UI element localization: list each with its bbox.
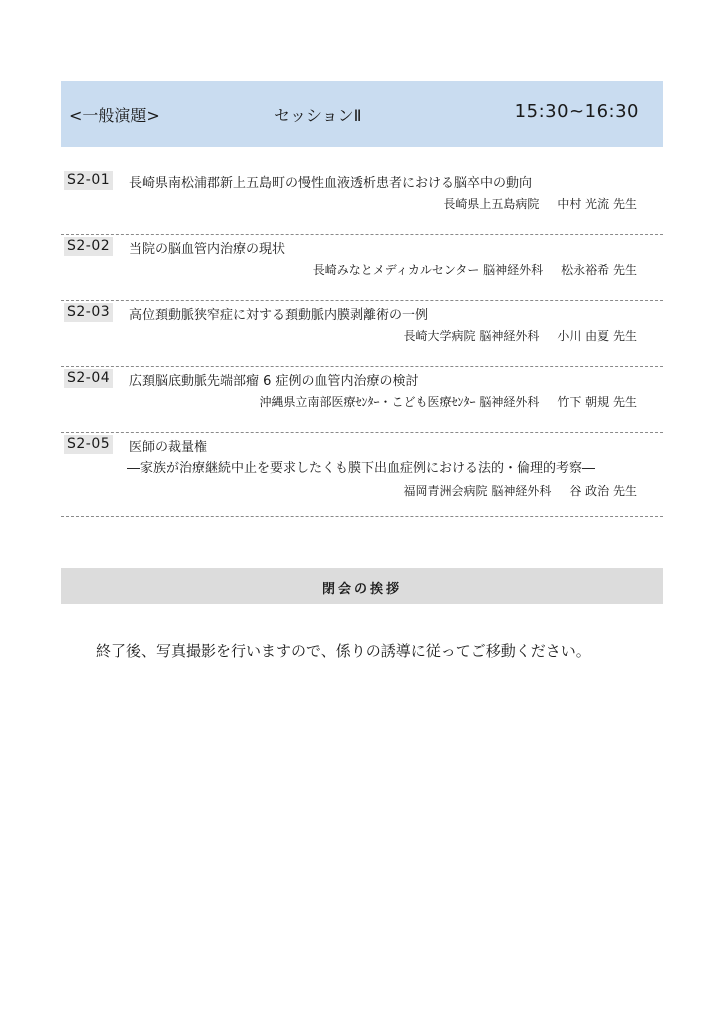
talk-title: 当院の脳血管内治療の現状 [129,242,286,257]
talk-presenter: 竹下 朝規 先生 [557,395,637,409]
talk-title: 広頚脳底動脈先端部瘤 6 症例の血管内治療の検討 [129,374,419,389]
closing-header [61,568,663,604]
talk-title: 長崎県南松浦郡新上五島町の慢性血液透析患者における脳卒中の動向 [129,176,533,191]
closing-title: 閉会の挨拶 [321,582,402,597]
session-title: セッションⅡ [274,106,362,125]
talk-item [61,303,663,367]
talk-code: S2-02 [64,237,113,256]
talk-item [61,237,663,301]
talk-code: S2-04 [64,369,113,388]
session-header [61,81,663,147]
talk-affiliation: 長崎大学病院 脳神経外科 [403,329,540,343]
talk-title: 高位頚動脈狭窄症に対する頚動脈内膜剥離術の一例 [129,308,429,323]
talk-item [61,369,663,433]
talk-affiliation-line [404,327,637,344]
talk-presenter: 小川 由夏 先生 [557,329,637,343]
talk-item [61,171,663,235]
talk-affiliation: 福岡青洲会病院 脳神経外科 [403,484,552,498]
talk-presenter: 谷 政治 先生 [569,484,637,498]
talk-presenter: 中村 光流 先生 [557,197,637,211]
talk-subtitle: ―家族が治療継続中止を要求したくも膜下出血症例における法的・倫理的考察― [127,461,596,476]
talk-title: 医師の裁量権 [129,440,208,455]
talk-affiliation-line [443,195,637,212]
talk-code: S2-03 [64,303,113,322]
session-time: 15:30~16:30 [514,101,639,122]
talk-affiliation: 長崎県上五島病院 [443,197,540,211]
talk-presenter: 松永裕希 先生 [561,263,637,277]
talk-affiliation-line [260,393,637,410]
talk-affiliation-line [404,482,637,499]
talk-affiliation-line [313,261,637,278]
closing-notice: 終了後、写真撮影を行いますので、係りの誘導に従ってご移動ください。 [96,642,591,660]
talk-item [61,435,663,517]
category-label: <一般演題> [69,106,160,125]
talk-affiliation: 沖縄県立南部医療ｾﾝﾀｰ・こども医療ｾﾝﾀｰ 脳神経外科 [259,395,540,409]
talk-code: S2-01 [64,171,113,190]
talk-code: S2-05 [64,435,113,454]
talk-affiliation: 長崎みなとメディカルセンター 脳神経外科 [312,263,544,277]
